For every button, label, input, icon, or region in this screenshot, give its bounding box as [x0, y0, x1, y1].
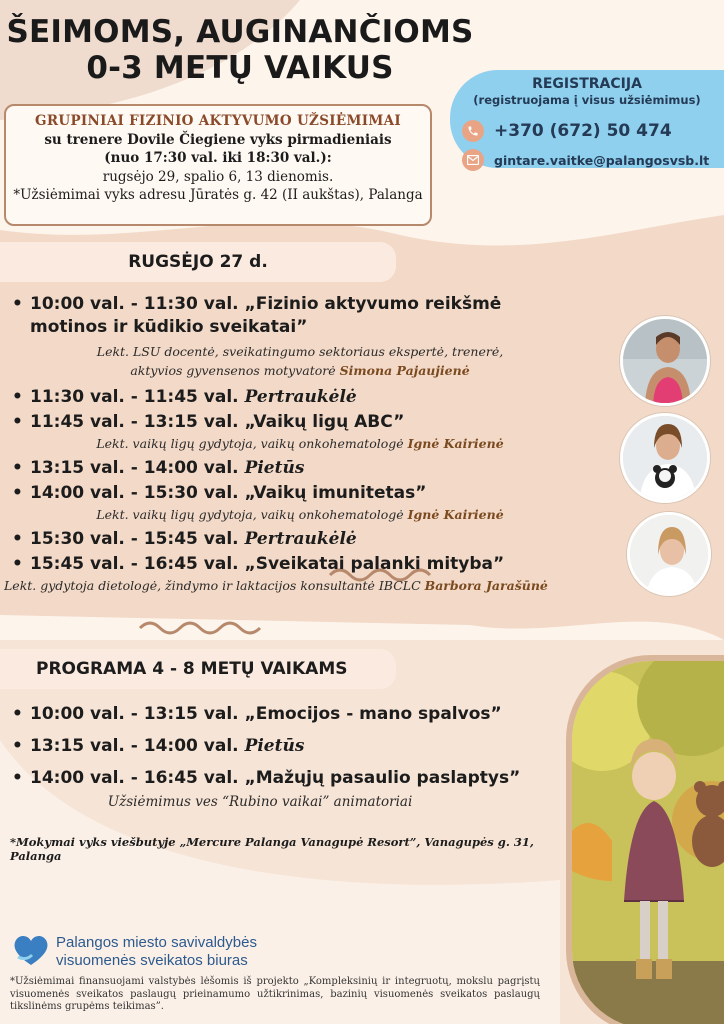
title-line-1: ŠEIMOMS, AUGINANČIOMS — [6, 14, 474, 50]
schedule-item: • 10:00 val. - 11:30 val. „Fizinio aktyvumo reikšmė motinos ir kūdikio sveikatai” — [10, 293, 600, 339]
lecturer-line: Lekt. vaikų ligų gydytoja, vaikų onkohematologė Ignė Kairienė — [96, 436, 504, 451]
mail-icon — [462, 149, 484, 171]
schedule-item: • 10:00 val. - 13:15 val. „Emocijos - mano spalvos” — [10, 703, 570, 726]
schedule-4-8 — [10, 703, 570, 812]
lecturer-photo-pajaujiene — [620, 316, 710, 406]
section1-heading: RUGSĖJO 27 d. — [128, 252, 268, 272]
registration-title: REGISTRACIJA — [532, 76, 642, 92]
lecturer-photo-kairiene — [620, 413, 710, 503]
email-address[interactable]: gintare.vaitke@palangosvsb.lt — [494, 152, 710, 168]
heart-hands-icon — [12, 933, 50, 971]
logo-line-1: Palangos miesto savivaldybės — [56, 934, 257, 951]
registration-subtitle: (registruojama į visus užsiėmimus) — [473, 93, 701, 107]
schedule-item: • 11:45 val. - 13:15 val. „Vaikų ligų ABC” — [10, 411, 600, 434]
funding-footnote: *Užsiėmimai finansuojami valstybės lėšomis iš projekto „Kompleksinių ir integruotų, mokslu pagrįstų visuomenės sveikatos paslaugų prieinamumo užtikrinimas, bazinių visuomenės sveikatos paslaugų tikslinėms grupėms teikimas”. — [10, 976, 540, 1012]
poster-title — [0, 14, 480, 86]
section-heading-sept27 — [0, 242, 396, 282]
info-heading: GRUPINIAI FIZINIO AKTYVUMO UŽSIĖMIMAI — [35, 113, 401, 129]
lecturer-line: Lekt. LSU docentė, sveikatingumo sektoriaus ekspertė, trenerė, aktyvios gyvensenos motyvatorė Simona Pajaujienė — [96, 344, 504, 378]
section2-heading: PROGRAMA 4 - 8 METŲ VAIKAMS — [36, 659, 348, 679]
schedule-sept27 — [4, 293, 600, 595]
schedule-item: • 13:15 val. - 14:00 val. Pietūs — [10, 735, 570, 758]
info-trainer: su trenere Dovile Čiegiene vyks pirmadieniais — [44, 131, 392, 148]
title-line-2: 0-3 METŲ VAIKUS — [86, 50, 394, 86]
fitness-info-box — [4, 104, 432, 226]
child-photo — [566, 655, 724, 1024]
section-heading-4-8 — [0, 649, 396, 689]
registration-box — [450, 70, 724, 168]
schedule-item: • 11:30 val. - 11:45 val. Pertraukėlė — [10, 386, 600, 409]
lecturer-photo-jarasune — [627, 512, 711, 596]
registration-email[interactable] — [462, 149, 709, 171]
animators-line: Užsiėmimus ves “Rubino vaikai” animatoriai — [107, 794, 413, 810]
info-time: (nuo 17:30 val. iki 18:30 val.): — [104, 150, 332, 166]
schedule-item: • 13:15 val. - 14:00 val. Pietūs — [10, 457, 600, 480]
info-address: *Užsiėmimai vyks adresu Jūratės g. 42 (II aukštas), Palanga — [13, 187, 423, 203]
lecturer-line: Lekt. vaikų ligų gydytoja, vaikų onkohematologė Ignė Kairienė — [96, 507, 504, 522]
schedule-item: • 14:00 val. - 15:30 val. „Vaikų imunitetas” — [10, 482, 600, 505]
phone-number[interactable]: +370 (672) 50 474 — [494, 121, 672, 141]
logo-line-2: visuomenės sveikatos biuras — [56, 952, 248, 969]
registration-phone[interactable] — [462, 120, 672, 142]
venue-note: *Mokymai vyks viešbutyje „Mercure Palanga Vanagupė Resort”, Vanagupės g. 31, Palanga — [10, 835, 534, 863]
info-dates: rugsėjo 29, spalio 6, 13 dienomis. — [102, 168, 334, 185]
schedule-item: • 15:45 val. - 16:45 val. „Sveikatai palanki mityba” — [10, 553, 600, 576]
lecturer-line: Lekt. gydytoja dietologė, žindymo ir laktacijos konsultantė IBCLC Barbora Jarašūnė — [4, 578, 548, 593]
organization-logo — [12, 930, 312, 974]
phone-icon — [462, 120, 484, 142]
schedule-item: • 14:00 val. - 16:45 val. „Mažųjų pasaulio paslaptys” — [10, 767, 570, 790]
schedule-item: • 15:30 val. - 15:45 val. Pertraukėlė — [10, 528, 600, 551]
